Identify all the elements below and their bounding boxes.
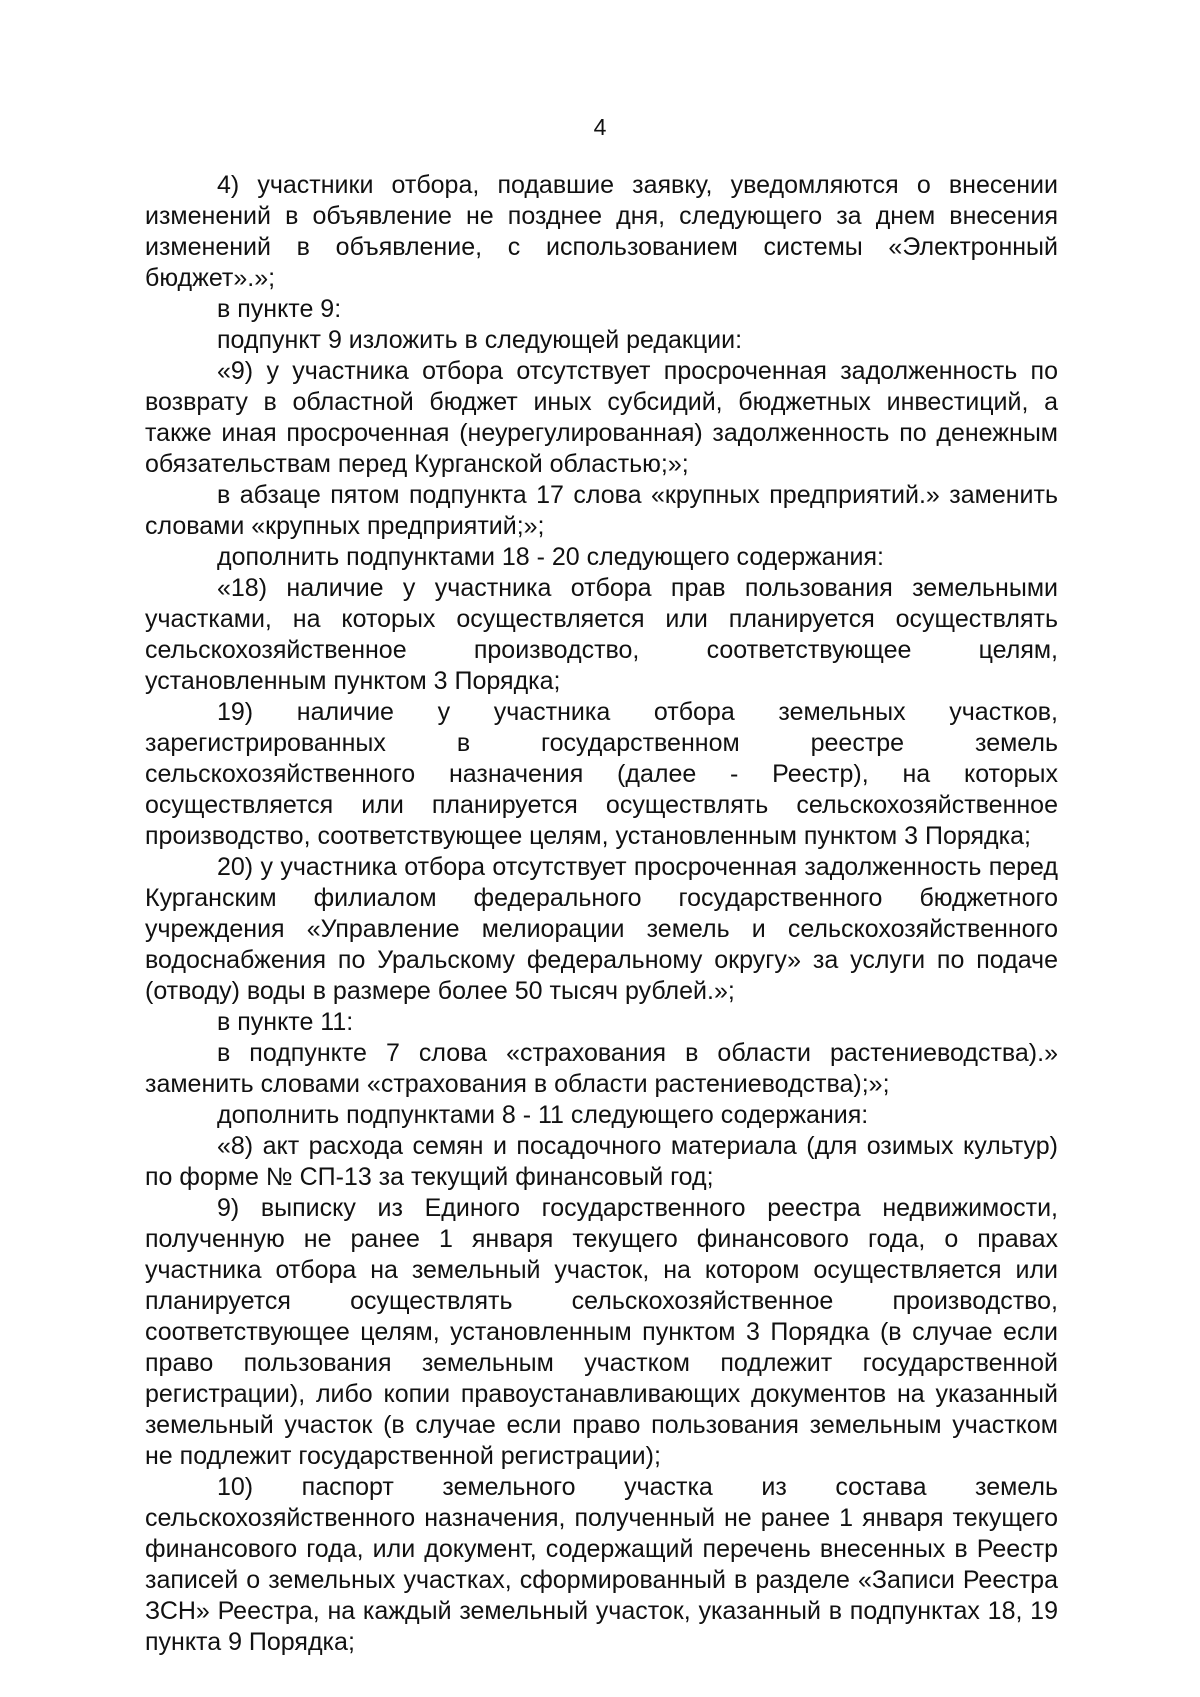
paragraph-4: «9) у участника отбора отсутствует просроченная задолженность по возврату в областной бюджет иных субсидий, бюджетных инвестиций, а также иная просроченная (неурегулированная) задолженность по денежным обязательствам перед Курганской областью;»; — [145, 357, 1058, 478]
paragraph-10: в пункте 11: — [217, 1008, 354, 1036]
paragraph-6: дополнить подпунктами 18 - 20 следующего содержания: — [217, 543, 884, 571]
paragraph-5: в абзаце пятом подпункта 17 слова «крупных предприятий.» заменить словами «крупных предприятий;»; — [145, 481, 1058, 540]
paragraph-11: в подпункте 7 слова «страхования в области растениеводства).» заменить словами «страхования в области растениеводства);»; — [145, 1039, 1058, 1098]
document-body — [145, 170, 1058, 1658]
page-number: 4 — [593, 114, 607, 140]
paragraph-13: «8) акт расхода семян и посадочного материала (для озимых культур) по форме № СП-13 за текущий финансовый год; — [145, 1132, 1058, 1191]
paragraph-1: 4) участники отбора, подавшие заявку, уведомляются о внесении изменений в объявление не позднее дня, следующего за днем внесения изменений в объявление, с использованием системы «Электронный бюджет».»; — [145, 171, 1058, 292]
paragraph-7: «18) наличие у участника отбора прав пользования земельными участками, на которых осуществляется или планируется осуществлять сельскохозяйственное производство, соответствующее целям, установленным пунктом 3 Порядка; — [145, 574, 1058, 695]
paragraph-14: 9) выписку из Единого государственного реестра недвижимости, полученную не ранее 1 января текущего финансового года, о правах участника отбора на земельный участок, на котором осуществляется или планируется осуществлять сельскохозяйственное производство, соответствующее целям, установленным пунктом 3 Порядка (в случае если право пользования земельным участком подлежит государственной регистрации), либо копии правоустанавливающих документов на указанный земельный участок (в случае если право пользования земельным участком не подлежит государственной регистрации); — [145, 1194, 1058, 1470]
paragraph-3: подпункт 9 изложить в следующей редакции: — [217, 326, 743, 354]
paragraph-12: дополнить подпунктами 8 - 11 следующего содержания: — [217, 1101, 869, 1129]
paragraph-15: 10) паспорт земельного участка из состава земель сельскохозяйственного назначения, полученный не ранее 1 января текущего финансового года, или документ, содержащий перечень внесенных в Реестр записей о земельных участках, сформированный в разделе «Записи Реестра ЗСН» Реестра, на каждый земельный участок, указанный в подпунктах 18, 19 пункта 9 Порядка; — [145, 1473, 1058, 1656]
paragraph-9: 20) у участника отбора отсутствует просроченная задолженность перед Курганским филиалом федерального государственного бюджетного учреждения «Управление мелиорации земель и сельскохозяйственного водоснабжения по Уральскому федеральному округу» за услуги по подаче (отводу) воды в размере более 50 тысяч рублей.»; — [145, 853, 1058, 1005]
paragraph-8: 19) наличие у участника отбора земельных участков, зарегистрированных в государственном реестре земель сельскохозяйственного назначения (далее - Реестр), на которых осуществляется или планируется осуществлять сельскохозяйственное производство, соответствующее целям, установленным пунктом 3 Порядка; — [145, 698, 1058, 850]
paragraph-2: в пункте 9: — [217, 295, 342, 323]
